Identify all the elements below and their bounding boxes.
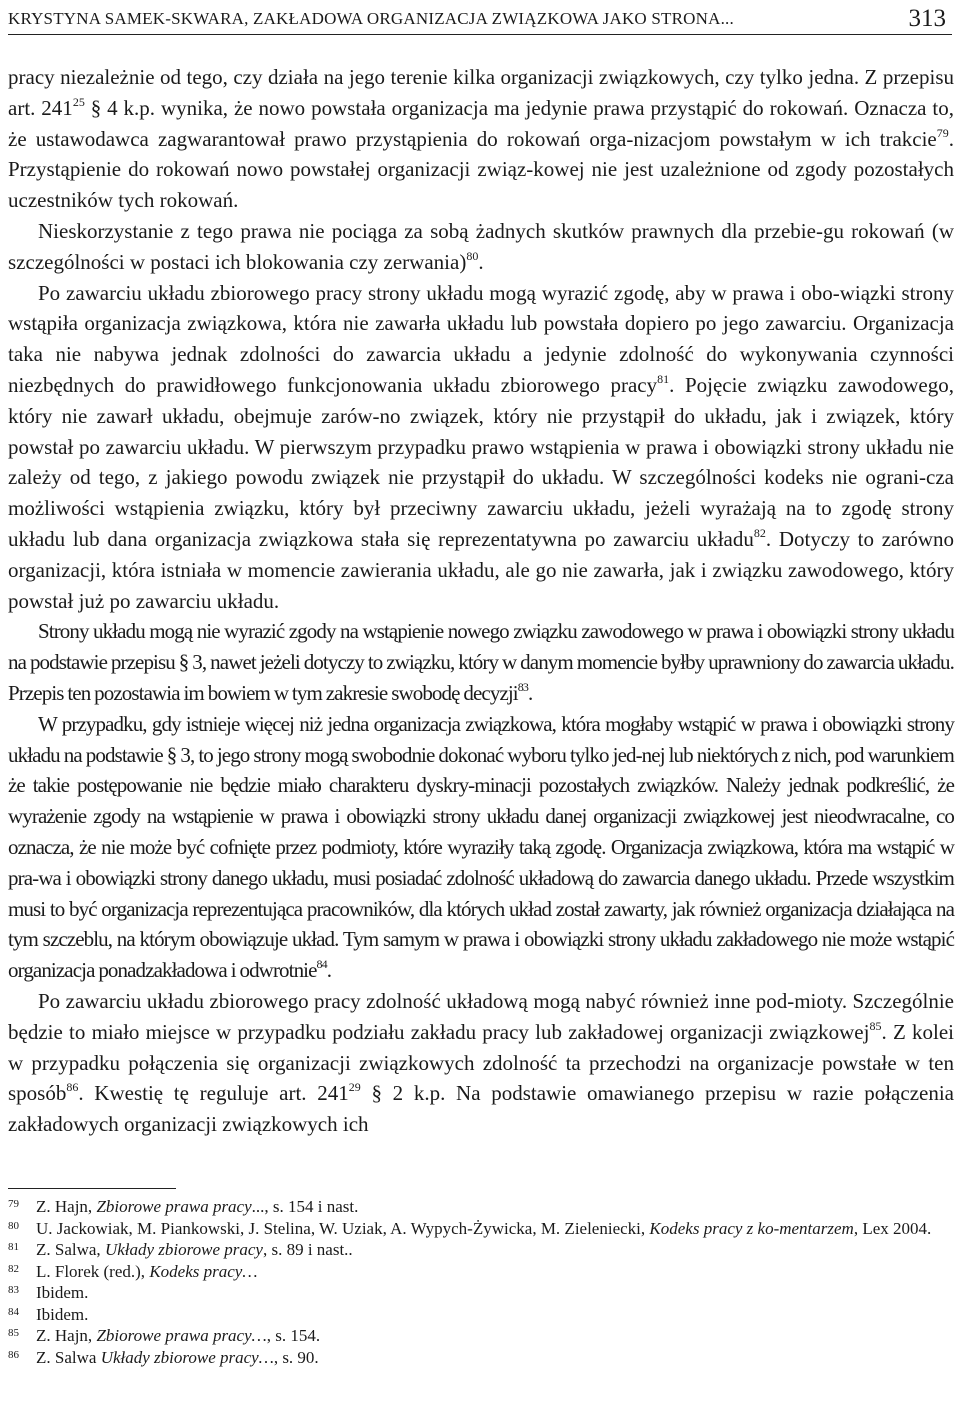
paragraph-6: Po zawarciu układu zbiorowego pracy zdolność układową mogą nabyć również inne pod-mioty. Szczególnie będzie to miało miejsce w przypadku podziału zakładu pracy lub zakładowej organizacji związkowej$^{85}$. Z kolei w przypadku połączenia się organizacji związkowych zdolność ta przechodzi na organizacje powstałe w ten sposób$^{86}$. Kwestię tę reguluje art. $241^{29}$ § 2 k.p. Na podstawie omawianego przepisu w razie połączenia zakładowych organizacji związkowych ich — [8, 988, 954, 1137]
footnote-ref-82[interactable]: 82 — [753, 525, 766, 540]
footnote-number: 84 — [8, 1305, 19, 1318]
footnote-ref-85[interactable]: 85 — [869, 1018, 882, 1033]
superscript-25: 25 — [72, 94, 85, 109]
footnote-number: 83 — [8, 1284, 19, 1296]
footnote-86: 86 Z. Salwa Układy zbiorowe pracy…, s. 90. — [8, 1347, 954, 1369]
footnote-ref-79[interactable]: 79 — [936, 125, 949, 140]
footnote-80: 80 U. Jackowiak, M. Piankowski, J. Stelina, W. Uziak, A. Wypych-Żywicka, M. Zieleniecki, Kodeks pracy z ko-mentarzem, Lex 2004. — [8, 1218, 954, 1240]
footnote-ref-81[interactable]: 81 — [657, 371, 670, 386]
footnote-number: 81 — [8, 1241, 19, 1253]
footnote-ref-83[interactable]: 83 — [517, 679, 528, 694]
footnote-ref-86[interactable]: 86 — [66, 1080, 79, 1095]
paragraph-4: Strony układu mogą nie wyrazić zgody na wstąpienie nowego związku zawodowego w prawa i obowiązki strony układu na podstawie przepisu § 3, nawet jeżeli dotyczy to związku, który w danym momencie byłby uprawniony do zawarcia układu. Przepis ten pozostawia im bowiem w tym zakresie swobodę decyzji$^{83}$. — [8, 619, 954, 705]
footnote-ref-80[interactable]: 80 — [466, 248, 479, 263]
footnote-79: 79 Z. Hajn, Zbiorowe prawa pracy..., s. 154 i nast. — [8, 1196, 954, 1218]
footnote-number: 79 — [8, 1198, 19, 1210]
footnote-number: 86 — [8, 1348, 19, 1361]
paragraph-3: Po zawarciu układu zbiorowego pracy strony układu mogą wyrazić zgodę, aby w prawa i obo-wiązki strony wstąpiła organizacja związkowa, która nie zawarła układu lub powstała dopiero po jego zawarciu. Organizacja taka nie nabywa jednak zdolności do zawarcia układu a jedynie zdolność do wykonywania czynności niezbędnych do prawidłowego funkcjonowania układu zbiorowego pracy$^{81}$. Pojęcie związku zawodowego, który nie zawarł układu, obejmuje zarów-no związek, który nie przystąpił do układu, jak i związek, który powstał po zawarciu układu. W pierwszym przypadku prawo wstąpienia w prawa i obowiązki strony układu nie zależy od tego, z jakiego powodu związek nie przystąpił do układu. W szczególności kodeks nie ograni-cza możliwości wstąpienia związku, który był przeciwny zawarciu układu, jeżeli wyrażają na to zgodę strony układu lub dana organizacja związkowa stała się reprezentatywna po zawarciu układu$^{82}$. Dotyczy to zarówno organizacji, która istniała w momencie zawierania układu, ale go nie zawarła, jak i związku zawodowego, który powstał już po zawarciu układu. — [8, 280, 954, 613]
footnote-number: 82 — [8, 1262, 19, 1275]
footnote-83: 83 Ibidem. — [8, 1282, 954, 1304]
superscript-29: 29 — [348, 1080, 361, 1095]
footnote-84: 84 Ibidem. — [8, 1304, 954, 1326]
footnote-ref-84[interactable]: 84 — [316, 957, 327, 972]
paragraph-1: pracy niezależnie od tego, czy działa na jego terenie kilka organizacji związkowych, czy tylko jedna. Z przepisu art. $241^{25}$ § 4 k.p. wynika, że nowo powstała organizacja ma jedynie prawa przystąpić do rokowań. Oznacza to, że ustawodawca zagwarantował prawo przystąpienia do rokowań orga-nizacjom powstałym w ich trakcie$^{79}$. Przystąpienie do rokowań nowo powstałej organizacji związ-kowej nie jest uzależnione od zgody pozostałych uczestników tych rokowań. — [8, 65, 954, 213]
footnote-divider — [8, 1188, 176, 1189]
paragraph-5: W przypadku, gdy istnieje więcej niż jedna organizacja związkowa, która mogłaby wstąpić w prawa i obowiązki strony układu na podstawie § 3, to jego strony mogą swobodnie dokonać wyboru tylko jed-nej lub niektórych z nich, pod warunkiem że takie postępowanie nie będzie miało charakteru dyskry-minacji pozostałych związków. Należy jednak podkreślić, że wyrażenie zgody na wstąpienie w prawa i obowiązki strony układu danej organizacji związkowej jest nieodwracalne, co oznacza, że nie może być cofnięte przez podmioty, które wyraziły taką zgodę. Organizacja związkowa, która ma wstąpić w pra-wa i obowiązki strony danego układu, musi posiadać zdolność układową do zawarcia danego układu. Przede wszystkim musi to być organizacja reprezentująca pracowników, dla których układ został zawarty, jak również organizacja działająca na tym szczeblu, na którym obowiązuje układ. Tym samym w prawa i obowiązki strony układu zakładowego nie może wstąpić organizacja ponadzakładowa i odwrotnie$^{84}$. — [8, 711, 954, 983]
footnote-82: 82 L. Florek (red.), Kodeks pracy… — [8, 1261, 954, 1283]
main-text — [8, 62, 954, 1140]
footnote-number: 85 — [8, 1327, 19, 1339]
footnote-number: 80 — [8, 1219, 19, 1232]
footnote-81: 81 Z. Salwa, Układy zbiorowe pracy, s. 89 i nast.. — [8, 1239, 954, 1261]
running-header — [8, 4, 952, 35]
footnotes — [8, 1196, 954, 1368]
paragraph-2: Nieskorzystanie z tego prawa nie pociąga za sobą żadnych skutków prawnych dla przebie-gu rokowań (w szczególności w postaci ich blokowania czy zerwania)$^{80}$. — [8, 218, 954, 274]
page-number: 313 — [908, 5, 946, 32]
running-title: KRYSTYNA SAMEK-SKWARA, ZAKŁADOWA ORGANIZACJA ZWIĄZKOWA JAKO STRONA... — [8, 9, 734, 28]
footnote-85: 85 Z. Hajn, Zbiorowe prawa pracy…, s. 154. — [8, 1325, 954, 1347]
